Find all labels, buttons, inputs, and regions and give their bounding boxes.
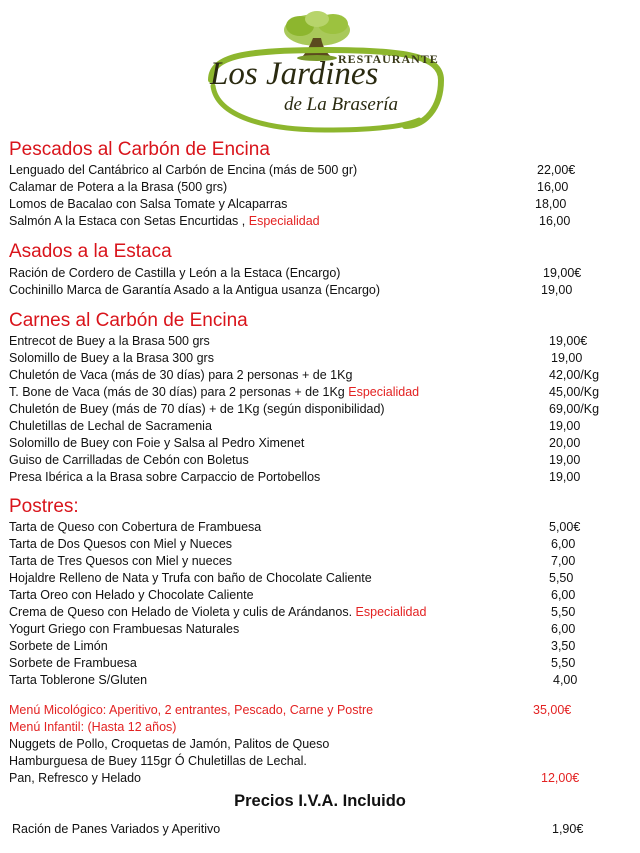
tax-note: Precios I.V.A. Incluido <box>234 792 406 810</box>
item-name: Tarta Toblerone S/Gluten <box>9 673 148 687</box>
item-price: 4,00 <box>553 673 578 687</box>
item-name: Solomillo de Buey con Foie y Salsa al Pedro Ximenet <box>9 436 305 450</box>
item-name: Presa Ibérica a la Brasa sobre Carpaccio de Portobellos <box>9 470 321 484</box>
item-price: 22,00€ <box>537 163 576 177</box>
item-price: 42,00/Kg <box>549 368 600 382</box>
item-name: T. Bone de Vaca (más de 30 días) para 2 personas + de 1Kg Especialidad <box>9 385 420 399</box>
item-price: 19,00 <box>549 419 581 433</box>
item-price: 16,00 <box>539 214 571 228</box>
item-name: Cochinillo Marca de Garantía Asado a la Antigua usanza (Encargo) <box>9 283 381 297</box>
menu-item <box>9 655 629 672</box>
menu-item <box>9 604 629 621</box>
item-price: 19,00 <box>551 351 583 365</box>
restaurant-name: Los Jardines <box>210 56 379 92</box>
menu-item <box>9 384 629 401</box>
menu-item <box>9 621 629 638</box>
item-name: Chuletillas de Lechal de Sacramenia <box>9 419 212 433</box>
item-name: Lomos de Bacalao con Salsa Tomate y Alcaparras <box>9 197 288 211</box>
item-price: 5,50 <box>551 656 576 670</box>
item-name: Chuletón de Vaca (más de 30 días) para 2 personas + de 1Kg <box>9 368 353 382</box>
item-price: 1,90€ <box>552 822 584 836</box>
item-price: 19,00€ <box>543 266 582 280</box>
item-name: Salmón A la Estaca con Setas Encurtidas , Especialidad <box>9 214 320 228</box>
item-price: 5,50 <box>549 571 574 585</box>
specialty-tag: Especialidad <box>248 214 320 228</box>
menu-infantil-title: Menú Infantil: (Hasta 12 años) <box>9 720 177 734</box>
menu-item <box>9 350 629 367</box>
item-name: Calamar de Potera a la Brasa (500 grs) <box>9 180 228 194</box>
menu-item <box>9 213 629 230</box>
restaurant-label: RESTAURANTE <box>338 52 439 66</box>
item-price: 7,00 <box>551 554 576 568</box>
section-title-asados: Asados a la Estaca <box>9 241 172 262</box>
item-name: Tarta de Dos Quesos con Miel y Nueces <box>9 537 233 551</box>
menu-item <box>9 282 629 299</box>
menu-item <box>9 401 629 418</box>
item-price: 6,00 <box>551 588 576 602</box>
section-title-carnes: Carnes al Carbón de Encina <box>9 310 248 331</box>
menu-infantil-line: Pan, Refresco y Helado 12,00€ <box>9 771 580 785</box>
item-name: Guiso de Carrilladas de Cebón con Boletus <box>9 453 249 467</box>
menu-micologico <box>9 702 629 719</box>
item-name: Chuletón de Buey (más de 70 días) + de 1Kg (según disponibilidad) <box>9 402 385 416</box>
item-price: 18,00 <box>535 197 567 211</box>
menu-micologico-price: 35,00€ <box>533 703 572 717</box>
menu-item <box>9 519 629 536</box>
menu-item <box>9 333 629 350</box>
item-name: Solomillo de Buey a la Brasa 300 grs <box>9 351 214 365</box>
item-name: Ración de Cordero de Castilla y León a la Estaca (Encargo) <box>9 266 341 280</box>
item-name: Ración de Panes Variados y Aperitivo <box>12 822 221 836</box>
item-price: 5,00€ <box>549 520 581 534</box>
menu-item <box>9 196 629 213</box>
item-price: 6,00 <box>551 622 576 636</box>
bread-item <box>12 821 632 838</box>
menu-infantil-line: Nuggets de Pollo, Croquetas de Jamón, Palitos de Queso <box>9 737 330 751</box>
item-price: 19,00 <box>549 453 581 467</box>
item-price: 19,00 <box>541 283 573 297</box>
menu-item <box>9 367 629 384</box>
menu-item <box>9 435 629 452</box>
menu-item <box>9 553 629 570</box>
item-name: Sorbete de Frambuesa <box>9 656 137 670</box>
item-price: 19,00€ <box>549 334 588 348</box>
item-price: 69,00/Kg <box>549 402 600 416</box>
menu-item <box>9 179 629 196</box>
item-name: Yogurt Griego con Frambuesas Naturales <box>9 622 240 636</box>
item-name: Entrecot de Buey a la Brasa 500 grs <box>9 334 210 348</box>
section-title-pescados: Pescados al Carbón de Encina <box>9 139 270 160</box>
menu-item <box>9 638 629 655</box>
item-name: Sorbete de Limón <box>9 639 108 653</box>
menu-item <box>9 452 629 469</box>
item-name: Crema de Queso con Helado de Violeta y culis de Arándanos. Especialidad <box>9 605 427 619</box>
menu-item <box>9 672 629 689</box>
specialty-tag: Especialidad <box>348 385 420 399</box>
item-name: Tarta Oreo con Helado y Chocolate Caliente <box>9 588 254 602</box>
menu-item <box>9 587 629 604</box>
item-name: Hojaldre Relleno de Nata y Trufa con baño de Chocolate Caliente <box>9 571 372 585</box>
section-title-postres: Postres: <box>9 496 79 517</box>
menu-item <box>9 418 629 435</box>
item-price: 5,50 <box>551 605 576 619</box>
restaurant-subname: de La Brasería <box>284 94 398 115</box>
item-price: 45,00/Kg <box>549 385 600 399</box>
menu-item <box>9 536 629 553</box>
specialty-tag: Especialidad <box>355 605 427 619</box>
item-price: 20,00 <box>549 436 581 450</box>
item-price: 3,50 <box>551 639 576 653</box>
item-price: 16,00 <box>537 180 569 194</box>
menu-infantil-price: 12,00€ <box>541 771 580 785</box>
item-name: Lenguado del Cantábrico al Carbón de Encina (más de 500 gr) <box>9 163 358 177</box>
item-name: Tarta de Queso con Cobertura de Frambuesa <box>9 520 262 534</box>
menu-item <box>9 469 629 486</box>
menu-micologico-name: Menú Micológico: Aperitivo, 2 entrantes, Pescado, Carne y Postre <box>9 703 374 717</box>
item-price: 19,00 <box>549 470 581 484</box>
menu-item <box>9 265 629 282</box>
menu-infantil-line: Hamburguesa de Buey 115gr Ó Chuletillas de Lechal. <box>9 754 307 768</box>
menu-item <box>9 162 629 179</box>
item-name: Tarta de Tres Quesos con Miel y nueces <box>9 554 233 568</box>
item-price: 6,00 <box>551 537 576 551</box>
menu-item <box>9 570 629 587</box>
